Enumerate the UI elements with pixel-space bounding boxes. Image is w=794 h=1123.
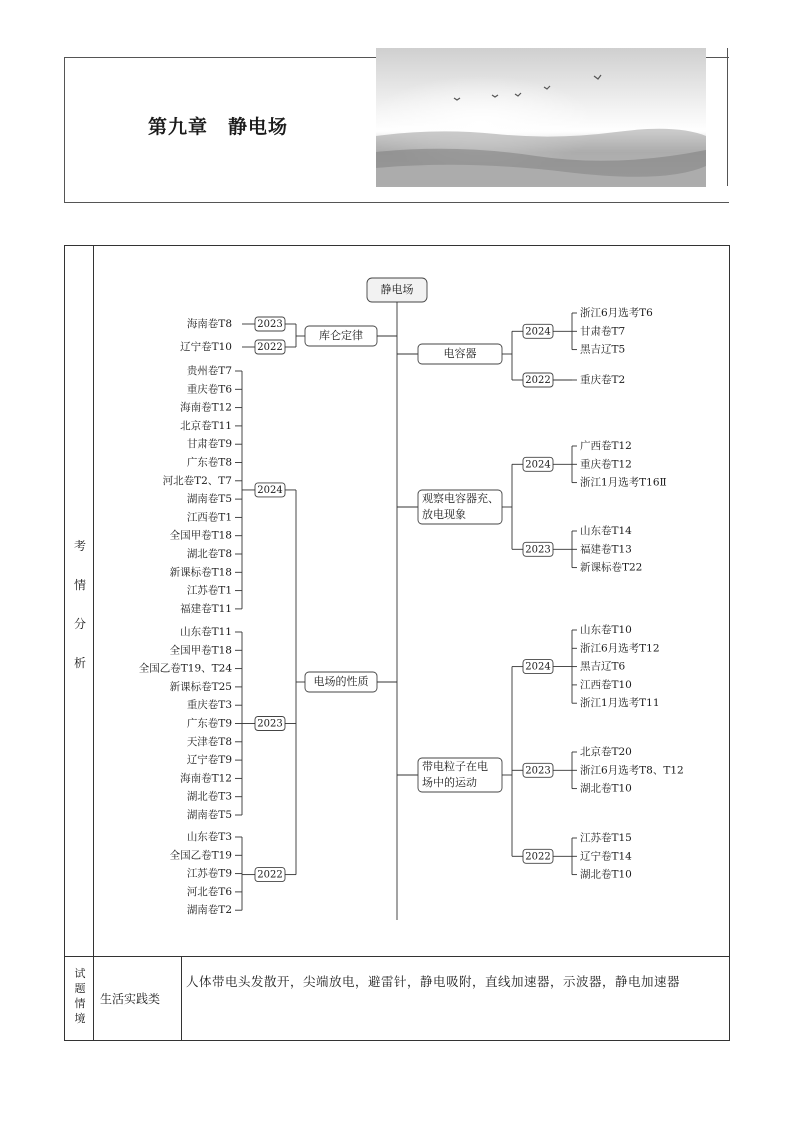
context-content: 人体带电头发散开，尖端放电，避雷针，静电吸附，直线加速器，示波器，静电加速器: [186, 974, 681, 989]
exam-item: 广西卷T12: [580, 440, 632, 452]
exam-item: 重庆卷T2: [580, 374, 626, 386]
year-badge-label: 2022: [525, 851, 551, 863]
exam-item: 全国甲卷T18: [169, 529, 232, 542]
exam-item: 福建卷T11: [180, 602, 232, 615]
branch-node-capacitor-charging-label: 放电现象: [422, 508, 466, 521]
exam-item: 湖北卷T10: [580, 868, 632, 881]
knowledge-mindmap: [95, 246, 729, 956]
exam-item: 福建卷T13: [580, 543, 632, 556]
header-right-rule: [727, 48, 728, 186]
exam-item: 全国乙卷T19: [169, 849, 232, 862]
year-badge-label: 2022: [257, 869, 283, 881]
context-category: 生活实践类: [100, 992, 161, 1006]
exam-item: 甘肃卷T7: [580, 325, 626, 338]
exam-item: 山东卷T10: [580, 624, 632, 636]
exam-item: 海南卷T12: [180, 401, 232, 414]
exam-item: 全国甲卷T18: [169, 644, 232, 657]
exam-item: 天津卷T8: [186, 735, 232, 748]
exam-item: 重庆卷T3: [186, 699, 232, 712]
branch-node-field-properties-label: 电场的性质: [313, 675, 369, 688]
root-node-label: 静电场: [380, 283, 414, 296]
exam-item: 黑吉辽T6: [580, 660, 626, 673]
exam-item: 浙江6月选考T12: [580, 642, 660, 655]
exam-item: 江西卷T10: [580, 678, 632, 691]
exam-item: 湖北卷T3: [186, 790, 232, 803]
year-badge-label: 2024: [525, 326, 551, 338]
exam-item: 广东卷T9: [186, 717, 232, 730]
year-badge-label: 2023: [525, 765, 551, 777]
exam-item: 新课标卷T25: [169, 680, 232, 693]
exam-item: 辽宁卷T10: [180, 341, 232, 353]
exam-item: 浙江1月选考T16Ⅱ: [580, 476, 667, 489]
exam-item: 河北卷T2、T7: [162, 474, 232, 487]
year-badge-label: 2022: [525, 375, 551, 386]
exam-item: 海南卷T12: [180, 772, 232, 785]
exam-item: 新课标卷T18: [169, 566, 232, 579]
exam-item: 江西卷T1: [186, 511, 232, 524]
exam-item: 山东卷T11: [180, 626, 232, 638]
seascape-image: [376, 48, 706, 187]
exam-item: 江苏卷T9: [186, 867, 232, 880]
exam-item: 河北卷T6: [186, 885, 232, 898]
exam-item: 湖北卷T8: [186, 548, 232, 560]
branch-node-particle-motion-label: 场中的运动: [422, 776, 477, 789]
exam-item: 湖南卷T5: [186, 809, 232, 821]
year-badge-label: 2024: [525, 459, 551, 471]
exam-item: 辽宁卷T9: [186, 754, 232, 767]
year-badge-label: 2024: [257, 484, 283, 496]
side-label-analysis: 考 情 分 析: [73, 539, 86, 670]
exam-item: 广东卷T8: [186, 456, 232, 469]
side-label-context: 试 题 情 境: [74, 967, 86, 1025]
exam-item: 北京卷T11: [180, 419, 232, 432]
exam-item: 湖南卷T5: [186, 493, 232, 506]
exam-item: 辽宁卷T14: [580, 850, 632, 863]
exam-item: 北京卷T20: [580, 746, 632, 758]
exam-item: 重庆卷T12: [580, 458, 632, 471]
exam-item: 海南卷T8: [186, 318, 232, 330]
exam-item: 浙江6月选考T8、T12: [580, 764, 684, 777]
exam-item: 重庆卷T6: [186, 383, 232, 396]
exam-item: 浙江1月选考T11: [580, 697, 660, 710]
year-badge-label: 2023: [257, 319, 283, 330]
chapter-title: 第九章 静电场: [148, 116, 289, 138]
branch-node-particle-motion-label: 带电粒子在电: [422, 760, 488, 773]
exam-item: 全国乙卷T19、T24: [138, 662, 232, 675]
exam-item: 江苏卷T15: [580, 832, 632, 844]
branch-node-capacitor-label: 电容器: [443, 347, 477, 360]
exam-item: 山东卷T3: [186, 831, 232, 843]
branch-node-capacitor-charging-label: 观察电容器充、: [422, 492, 499, 505]
exam-item: 湖南卷T2: [186, 904, 232, 917]
exam-item: 甘肃卷T9: [186, 438, 232, 451]
exam-item: 江苏卷T1: [186, 584, 232, 597]
exam-item: 贵州卷T7: [186, 365, 232, 377]
year-badge-label: 2024: [525, 661, 551, 673]
table-column-divider-2: [181, 956, 182, 1041]
branch-node-coulomb-label: 库仑定律: [319, 329, 363, 342]
exam-item: 浙江6月选考T6: [580, 307, 653, 319]
year-badge-label: 2022: [257, 342, 283, 353]
exam-item: 新课标卷T22: [580, 561, 643, 574]
exam-item: 湖北卷T10: [580, 782, 632, 795]
exam-item: 山东卷T14: [580, 525, 632, 537]
year-badge-label: 2023: [257, 718, 283, 730]
exam-item: 黑吉辽T5: [580, 343, 626, 356]
year-badge-label: 2023: [525, 544, 551, 556]
table-row-divider: [64, 956, 730, 957]
table-column-divider: [93, 245, 94, 1041]
